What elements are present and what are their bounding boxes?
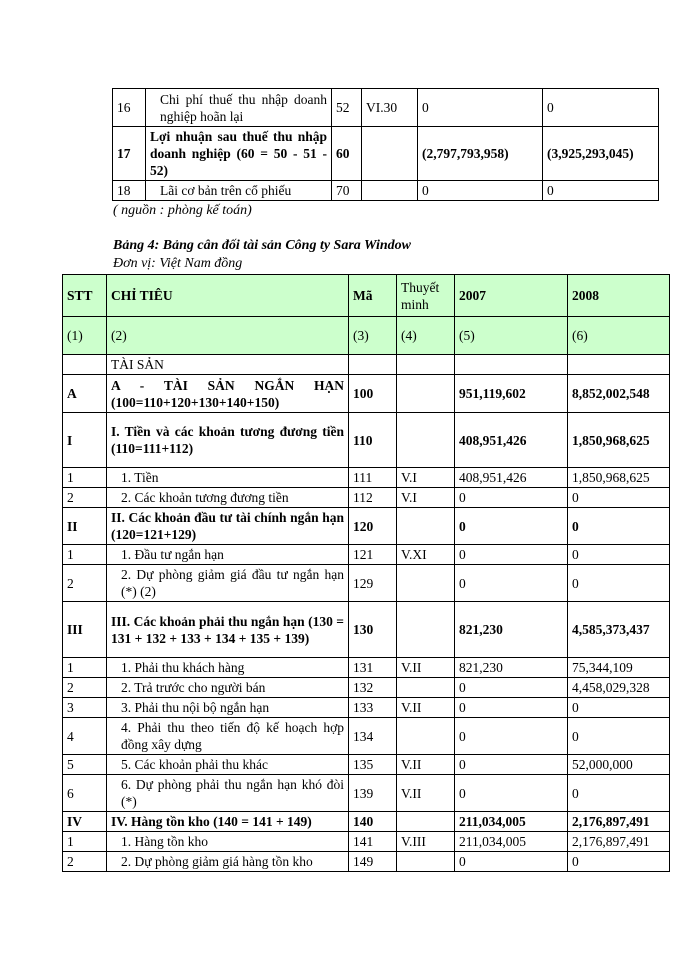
cell-y2008: 75,344,109: [568, 658, 670, 678]
cell-y2007: 0: [455, 488, 568, 508]
cell-y2007: 0: [455, 755, 568, 775]
cell-chi-tieu: 1. Đầu tư ngắn hạn: [107, 545, 349, 565]
table-row: [113, 89, 659, 127]
cell-ma: 139: [349, 775, 397, 812]
cell-ma: 129: [349, 565, 397, 602]
cell-y2008: 4,585,373,437: [568, 602, 670, 658]
cell-y2007: 0: [455, 565, 568, 602]
cell-y2007: 0: [455, 545, 568, 565]
cell-ma: 131: [349, 658, 397, 678]
section-label: TÀI SẢN: [107, 355, 349, 375]
cell-y2008: 0: [568, 545, 670, 565]
header-chi-tieu: CHỈ TIÊU: [107, 275, 349, 317]
table-row: [63, 678, 670, 698]
header-ma: Mã: [349, 275, 397, 317]
table-row: [63, 832, 670, 852]
cell-stt: 17: [113, 127, 146, 181]
cell-stt: II: [63, 508, 107, 545]
cell-ma: 70: [332, 181, 362, 201]
cell-stt: 4: [63, 718, 107, 755]
cell-y2008: 1,850,968,625: [568, 413, 670, 468]
cell-y2007: 0: [455, 698, 568, 718]
cell-stt: 1: [63, 832, 107, 852]
cell-tm: [397, 565, 455, 602]
cell-tm: [397, 413, 455, 468]
cell-tm: VI.30: [362, 89, 418, 127]
header-2008: 2008: [568, 275, 670, 317]
cell-stt: 18: [113, 181, 146, 201]
cell-tm: [397, 718, 455, 755]
table-row: [63, 658, 670, 678]
cell-stt: 2: [63, 488, 107, 508]
cell-tm: [397, 602, 455, 658]
cell-ma: 130: [349, 602, 397, 658]
table-row: [63, 545, 670, 565]
cell-ma: 100: [349, 375, 397, 413]
cell-tm: V.I: [397, 488, 455, 508]
cell-chi-tieu: A - TÀI SẢN NGẮN HẠN (100=110+120+130+140+150): [107, 375, 349, 413]
cell-stt: 2: [63, 852, 107, 872]
colnum-2007: (5): [455, 317, 568, 355]
cell-y2007: 0: [455, 775, 568, 812]
cell-y2008: 1,850,968,625: [568, 468, 670, 488]
cell-y2007: (2,797,793,958): [418, 127, 543, 181]
cell-y2008: 4,458,029,328: [568, 678, 670, 698]
cell-stt: 2: [63, 678, 107, 698]
cell-tm: [362, 181, 418, 201]
cell-y2007: 821,230: [455, 602, 568, 658]
cell-tm: V.III: [397, 832, 455, 852]
cell-tm: [397, 812, 455, 832]
cell-ma: 135: [349, 755, 397, 775]
cell-y2008: 8,852,002,548: [568, 375, 670, 413]
cell-chi-tieu: III. Các khoản phải thu ngắn hạn (130 = 131 + 132 + 133 + 134 + 135 + 139): [107, 602, 349, 658]
cell-ma: 120: [349, 508, 397, 545]
cell-tm: V.I: [397, 468, 455, 488]
cell-y2008: (3,925,293,045): [543, 127, 659, 181]
cell-y2008: 0: [568, 488, 670, 508]
cell-chi-tieu: 1. Phải thu khách hàng: [107, 658, 349, 678]
table-row: [63, 852, 670, 872]
cell-chi-tieu: 4. Phải thu theo tiến độ kế hoạch hợp đồng xây dựng: [107, 718, 349, 755]
cell-ma: 121: [349, 545, 397, 565]
header-2007: 2007: [455, 275, 568, 317]
table-row: [63, 602, 670, 658]
balance-sheet-table: [62, 274, 670, 872]
cell-ma: 132: [349, 678, 397, 698]
cell-stt: I: [63, 413, 107, 468]
cell-y2007: 408,951,426: [455, 413, 568, 468]
table-row: [63, 413, 670, 468]
cell-stt: 1: [63, 545, 107, 565]
cell-ma: 60: [332, 127, 362, 181]
cell-ma: 134: [349, 718, 397, 755]
colnum-stt: (1): [63, 317, 107, 355]
cell-chi-tieu: 2. Các khoản tương đương tiền: [107, 488, 349, 508]
header-thuyet-minh: Thuyết minh: [397, 275, 455, 317]
cell-y2008: 52,000,000: [568, 755, 670, 775]
cell-tm: [397, 852, 455, 872]
cell-y2008: 2,176,897,491: [568, 812, 670, 832]
source-note: ( nguồn : phòng kế toán): [113, 203, 252, 218]
colnum-2008: (6): [568, 317, 670, 355]
table-row: [63, 508, 670, 545]
cell-y2007: 821,230: [455, 658, 568, 678]
cell-stt: 6: [63, 775, 107, 812]
cell-stt: 1: [63, 468, 107, 488]
table-row: [113, 181, 659, 201]
cell-chi-tieu: 2. Trả trước cho người bán: [107, 678, 349, 698]
cell-ma: 140: [349, 812, 397, 832]
cell-chi-tieu: I. Tiền và các khoản tương đương tiền (110=111+112): [107, 413, 349, 468]
colnum-ma: (3): [349, 317, 397, 355]
cell-chi-tieu: 2. Dự phòng giảm giá hàng tồn kho: [107, 852, 349, 872]
cell-tm: V.II: [397, 698, 455, 718]
cell-y2007: 0: [455, 718, 568, 755]
table-caption: Bảng 4: Bảng cân đối tài sản Công ty Sara Window: [113, 238, 411, 253]
cell-ma: 52: [332, 89, 362, 127]
cell-tm: [397, 508, 455, 545]
cell-ma: 110: [349, 413, 397, 468]
table-row: [63, 755, 670, 775]
cell-y2008: 0: [568, 775, 670, 812]
table-row: [63, 375, 670, 413]
colnum-thuyet-minh: (4): [397, 317, 455, 355]
cell-stt: 2: [63, 565, 107, 602]
cell-chi-tieu: 1. Hàng tồn kho: [107, 832, 349, 852]
cell-chi-tieu: 1. Tiền: [107, 468, 349, 488]
cell-y2007: 0: [418, 181, 543, 201]
table-row: [63, 718, 670, 755]
table-row: [113, 127, 659, 181]
cell-y2008: 0: [568, 565, 670, 602]
cell-stt: IV: [63, 812, 107, 832]
cell-ma: 133: [349, 698, 397, 718]
income-statement-table: [112, 88, 659, 201]
table-row: [63, 698, 670, 718]
cell-tm: V.II: [397, 658, 455, 678]
cell-ma: 141: [349, 832, 397, 852]
cell-y2008: 0: [543, 89, 659, 127]
cell-stt: 5: [63, 755, 107, 775]
cell-chi-tieu: Chi phí thuế thu nhập doanh nghiệp hoãn lại: [146, 89, 332, 127]
cell-y2008: 0: [543, 181, 659, 201]
cell-y2007: 211,034,005: [455, 832, 568, 852]
cell-chi-tieu: Lợi nhuận sau thuế thu nhập doanh nghiệp (60 = 50 - 51 - 52): [146, 127, 332, 181]
unit-label: Đơn vị: Việt Nam đồng: [113, 256, 243, 271]
column-number-row: [63, 317, 670, 355]
cell-y2007: 951,119,602: [455, 375, 568, 413]
cell-chi-tieu: II. Các khoản đầu tư tài chính ngắn hạn (120=121+129): [107, 508, 349, 545]
cell-y2008: 0: [568, 718, 670, 755]
cell-stt: III: [63, 602, 107, 658]
header-stt: STT: [63, 275, 107, 317]
cell-chi-tieu: Lãi cơ bản trên cổ phiếu: [146, 181, 332, 201]
cell-y2007: 0: [455, 852, 568, 872]
table-row: [63, 488, 670, 508]
cell-y2007: 0: [455, 508, 568, 545]
cell-ma: 149: [349, 852, 397, 872]
cell-chi-tieu: 2. Dự phòng giảm giá đầu tư ngắn hạn (*) (2): [107, 565, 349, 602]
cell-ma: 111: [349, 468, 397, 488]
cell-tm: V.II: [397, 755, 455, 775]
cell-y2008: 0: [568, 852, 670, 872]
cell-y2007: 0: [455, 678, 568, 698]
cell-y2008: 2,176,897,491: [568, 832, 670, 852]
table-row: [63, 565, 670, 602]
cell-chi-tieu: 6. Dự phòng phải thu ngắn hạn khó đòi (*): [107, 775, 349, 812]
cell-tm: [362, 127, 418, 181]
cell-y2008: 0: [568, 698, 670, 718]
cell-tm: [397, 375, 455, 413]
cell-tm: V.XI: [397, 545, 455, 565]
cell-y2008: 0: [568, 508, 670, 545]
cell-stt: 3: [63, 698, 107, 718]
header-row: [63, 275, 670, 317]
cell-y2007: 0: [418, 89, 543, 127]
cell-chi-tieu: 3. Phải thu nội bộ ngắn hạn: [107, 698, 349, 718]
cell-stt: 1: [63, 658, 107, 678]
cell-tm: [397, 678, 455, 698]
cell-y2007: 408,951,426: [455, 468, 568, 488]
cell-stt: A: [63, 375, 107, 413]
table-row: [63, 775, 670, 812]
section-row: [63, 355, 670, 375]
cell-stt: 16: [113, 89, 146, 127]
cell-y2007: 211,034,005: [455, 812, 568, 832]
cell-ma: 112: [349, 488, 397, 508]
table-row: [63, 812, 670, 832]
cell-chi-tieu: IV. Hàng tồn kho (140 = 141 + 149): [107, 812, 349, 832]
table-row: [63, 468, 670, 488]
cell-chi-tieu: 5. Các khoản phải thu khác: [107, 755, 349, 775]
cell-tm: V.II: [397, 775, 455, 812]
colnum-chi-tieu: (2): [107, 317, 349, 355]
